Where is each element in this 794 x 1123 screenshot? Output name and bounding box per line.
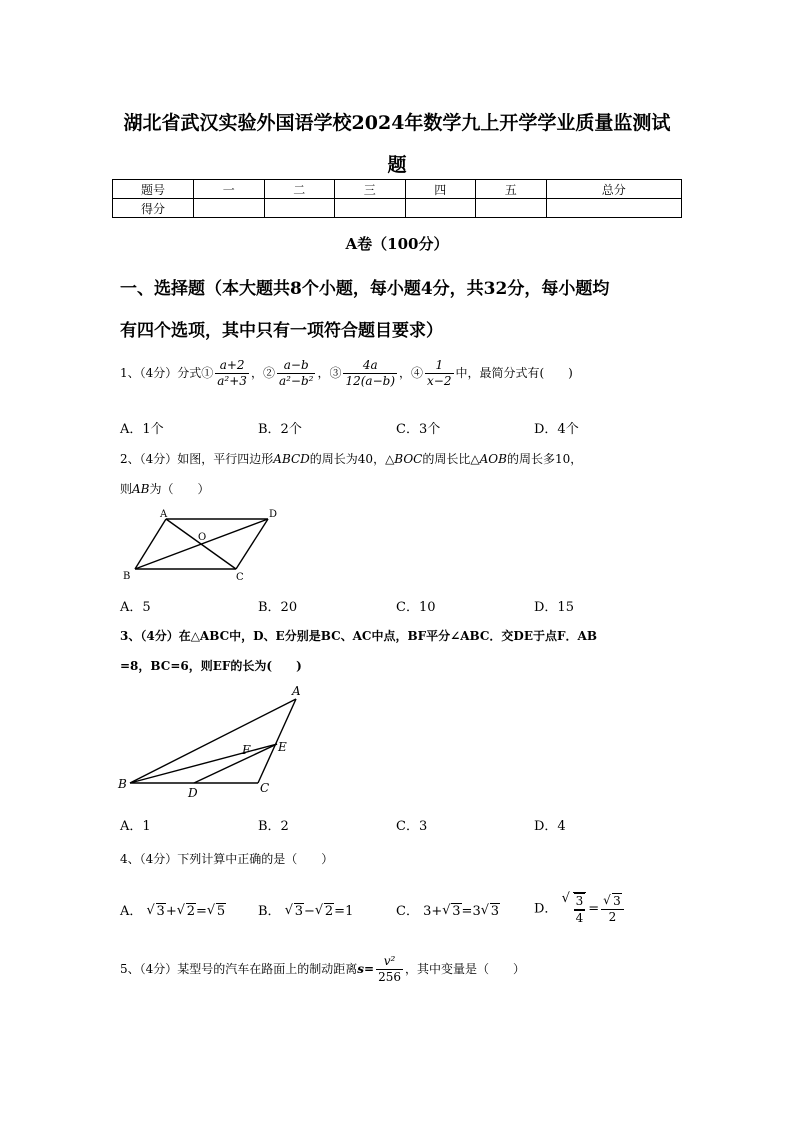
figure-label: A xyxy=(160,509,168,520)
score-header-cell: 题号 xyxy=(113,180,194,199)
figure-label: O xyxy=(198,532,207,543)
page-title-continued: 题 xyxy=(387,154,407,176)
figure-label: B xyxy=(118,777,127,791)
option-label: C． xyxy=(396,904,419,919)
q1-fraction-4 xyxy=(425,358,453,389)
section-heading-continued: 有四个选项，其中只有一项符合题目要求） xyxy=(120,321,443,341)
sqrt-expr xyxy=(315,904,334,919)
triangle-figure xyxy=(116,684,316,799)
q2-math: AB xyxy=(132,482,150,496)
section-heading: 一、选择题（本大题共8个小题，每小题4分，共32分，每小题均 xyxy=(120,279,610,299)
q1-option-c[interactable]: C．3个 xyxy=(396,422,441,437)
q3-option-b[interactable]: B．2 xyxy=(258,819,289,834)
figure-edge-ab xyxy=(130,699,296,783)
question-3: 3、（4分）在△ABC中，D、E分别是BC、AC中点，BF平分∠ABC．交DE于点F．AB xyxy=(120,629,597,643)
score-cell[interactable] xyxy=(546,199,682,218)
figure-edge-ac xyxy=(258,699,296,783)
figure-label: B xyxy=(123,571,131,582)
q2-option-b[interactable]: B．20 xyxy=(258,600,298,615)
q2-text: 的周长比 xyxy=(422,452,471,466)
parallelogram-figure xyxy=(118,505,288,585)
score-header-cell: 五 xyxy=(476,180,547,199)
score-header-cell: 三 xyxy=(335,180,406,199)
figure-label: A xyxy=(292,684,301,698)
operator: =1 xyxy=(334,904,354,919)
q5-text: ，其中变量是（ ） xyxy=(405,962,526,976)
figure-label: D xyxy=(269,509,278,520)
q2-text: 2、（4分）如图，平行四边形 xyxy=(120,452,274,466)
figure-label: C xyxy=(236,572,244,583)
operator: =3 xyxy=(461,904,481,919)
score-row-label: 得分 xyxy=(113,199,194,218)
fraction-denominator: 256 xyxy=(378,970,401,984)
sqrt-expr xyxy=(285,904,304,919)
sqrt-expr xyxy=(442,904,461,919)
q1-prefix: 1、（4分）分式① xyxy=(120,366,214,380)
q5-math: s= xyxy=(357,962,375,976)
fraction-denominator: x−2 xyxy=(427,374,452,388)
score-cell[interactable] xyxy=(335,199,406,218)
q2-text: 为（ ） xyxy=(149,482,210,496)
score-table xyxy=(112,179,682,218)
question-5 xyxy=(120,954,525,985)
figure-label: F xyxy=(242,743,251,757)
q1-separator: ，④ xyxy=(399,366,424,380)
q1-separator: ，② xyxy=(250,366,275,380)
option-label: D． xyxy=(534,901,558,917)
q5-text: 5、（4分）某型号的汽车在路面上的制动距离 xyxy=(120,962,358,976)
q1-suffix: 中，最简分式有( ) xyxy=(455,366,573,380)
score-cell[interactable] xyxy=(476,199,547,218)
q4-option-a[interactable] xyxy=(120,900,226,919)
q2-text: 的周长多10， xyxy=(506,452,583,466)
q2-option-c[interactable]: C．10 xyxy=(396,600,436,615)
fraction-numerator: 4a xyxy=(343,358,397,374)
radicand: 5 xyxy=(216,904,226,919)
option-label: B． xyxy=(258,904,281,919)
q4-option-d[interactable] xyxy=(534,892,626,926)
fraction-denominator: 12(a−b) xyxy=(345,374,396,388)
question-2-continued xyxy=(120,480,210,497)
fraction-denominator: 2 xyxy=(608,909,617,924)
fraction-denominator: a²−b² xyxy=(278,374,314,388)
score-cell[interactable] xyxy=(264,199,335,218)
fraction xyxy=(573,892,587,926)
radicand: 3 xyxy=(490,904,499,919)
figure-edge-ab xyxy=(135,519,166,569)
score-table-score-row xyxy=(113,199,682,218)
q2-option-d[interactable]: D．15 xyxy=(534,600,574,615)
score-header-cell: 四 xyxy=(405,180,476,199)
radicand: 3 xyxy=(613,893,621,908)
question-4: 4、（4分）下列计算中正确的是（ ） xyxy=(120,852,334,866)
score-table-header-row xyxy=(113,180,682,199)
q3-option-d[interactable]: D．4 xyxy=(534,819,566,834)
q2-text: 的周长为40， xyxy=(309,452,386,466)
fraction-numerator: v² xyxy=(376,954,403,970)
fraction-numerator xyxy=(601,894,624,910)
score-cell[interactable] xyxy=(194,199,265,218)
radicand: 3 xyxy=(156,904,165,919)
q1-fraction-3 xyxy=(343,358,397,389)
sqrt-expr xyxy=(177,904,196,919)
score-header-cell: 一 xyxy=(194,180,265,199)
paper-label: A卷（100分） xyxy=(345,235,449,253)
radicand: 3 xyxy=(452,904,461,919)
q3-option-c[interactable]: C．3 xyxy=(396,819,428,834)
fraction-numerator: a+2 xyxy=(215,358,249,374)
q2-math: △AOB xyxy=(470,452,507,466)
figure-bisector-bf xyxy=(130,744,277,783)
q2-math: ABCD xyxy=(273,452,310,466)
figure-edge-dc xyxy=(236,519,268,569)
figure-midline-de xyxy=(194,744,277,783)
question-2 xyxy=(120,450,582,467)
q5-fraction xyxy=(376,954,403,985)
q4-option-b[interactable] xyxy=(258,900,353,919)
option-label: A． xyxy=(120,904,143,919)
fraction-numerator: √ 3 xyxy=(575,894,584,908)
operator: = xyxy=(196,904,207,919)
q1-separator: ，③ xyxy=(317,366,342,380)
operator: 3+ xyxy=(423,904,443,919)
q1-option-a[interactable]: A．1个 xyxy=(120,422,164,437)
fraction xyxy=(601,894,624,925)
operator: = xyxy=(588,901,600,917)
figure-label: E xyxy=(278,740,287,754)
radicand: 3 xyxy=(294,904,303,919)
fraction-numerator: a−b xyxy=(277,358,316,374)
score-cell[interactable] xyxy=(405,199,476,218)
sqrt-expr xyxy=(562,892,589,926)
sqrt-expr xyxy=(207,904,226,919)
q1-option-b[interactable]: B．2个 xyxy=(258,422,302,437)
q1-fraction-1 xyxy=(215,358,249,389)
fraction-denominator: a²+3 xyxy=(217,374,247,388)
q2-text: 则 xyxy=(120,482,133,496)
q2-option-a[interactable]: A．5 xyxy=(120,600,151,615)
sqrt-expr xyxy=(147,904,166,919)
operator: + xyxy=(165,904,177,919)
q1-option-d[interactable]: D．4个 xyxy=(534,422,579,437)
q4-option-c[interactable] xyxy=(396,900,500,919)
page-title: 湖北省武汉实验外国语学校2024年数学九上开学学业质量监测试 xyxy=(123,112,671,134)
sqrt-expr xyxy=(481,904,500,919)
fraction-numerator: 1 xyxy=(425,358,453,374)
radicand: 2 xyxy=(186,904,195,919)
q3-option-a[interactable]: A．1 xyxy=(120,819,151,834)
question-1 xyxy=(120,358,573,389)
q2-math: △BOC xyxy=(385,452,423,466)
q1-fraction-2 xyxy=(277,358,316,389)
fraction-denominator: 4 xyxy=(575,911,584,925)
operator: − xyxy=(303,904,315,919)
sqrt-expr xyxy=(603,894,622,909)
score-header-cell: 二 xyxy=(264,180,335,199)
score-header-cell: 总分 xyxy=(546,180,682,199)
figure-diagonal-bd xyxy=(135,519,268,569)
question-3-continued: =8，BC=6，则EF的长为( ) xyxy=(120,659,302,673)
figure-label: C xyxy=(260,781,270,795)
radicand: 2 xyxy=(324,904,334,919)
figure-label: D xyxy=(188,786,198,799)
